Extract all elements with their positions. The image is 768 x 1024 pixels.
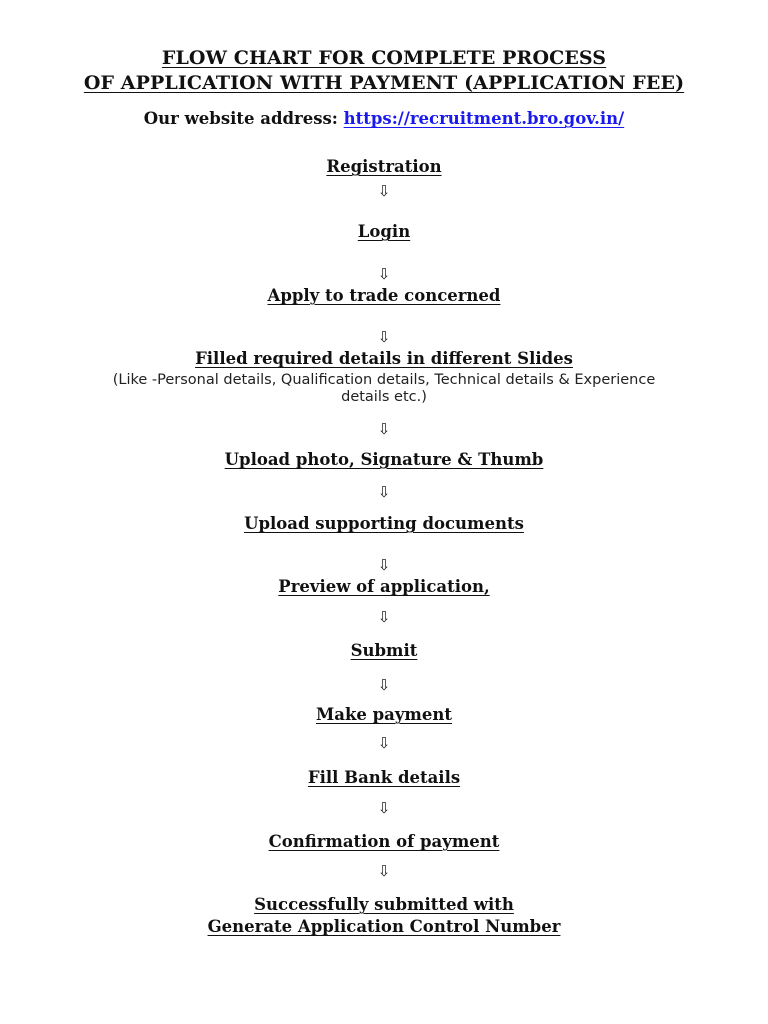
- step-filled-note-line1: (Like -Personal details, Qualification details, Technical details & Experience: [112, 372, 656, 388]
- page-title-line1: FLOW CHART FOR COMPLETE PROCESS: [161, 47, 607, 69]
- step-registration: Registration: [326, 157, 442, 176]
- down-arrow-icon: ⇩: [377, 608, 391, 626]
- step-submit: Submit: [350, 641, 418, 660]
- down-arrow-icon: ⇩: [377, 676, 391, 694]
- down-arrow-icon: ⇩: [377, 862, 391, 880]
- step-bank-details: Fill Bank details: [307, 768, 461, 787]
- down-arrow-icon: ⇩: [377, 483, 391, 501]
- step-upload-documents: Upload supporting documents: [244, 514, 524, 533]
- step-success-line1: Successfully submitted with: [254, 895, 514, 914]
- down-arrow-icon: ⇩: [377, 734, 391, 752]
- step-confirmation: Confirmation of payment: [268, 832, 500, 851]
- down-arrow-icon: ⇩: [377, 265, 391, 283]
- website-link[interactable]: https://recruitment.bro.gov.in/: [343, 109, 625, 128]
- step-apply: Apply to trade concerned: [267, 286, 501, 305]
- down-arrow-icon: ⇩: [377, 556, 391, 574]
- step-make-payment: Make payment: [315, 705, 453, 724]
- down-arrow-icon: ⇩: [377, 328, 391, 346]
- step-filled-details: Filled required details in different Slides: [195, 349, 573, 368]
- website-label: Our website address:: [143, 109, 344, 128]
- step-filled-note-line2: details etc.): [341, 389, 427, 405]
- down-arrow-icon: ⇩: [377, 420, 391, 438]
- page-title-line2: OF APPLICATION WITH PAYMENT (APPLICATION FEE): [83, 72, 685, 94]
- step-upload-photo: Upload photo, Signature & Thumb: [224, 450, 544, 469]
- website-address: [0, 109, 768, 128]
- down-arrow-icon: ⇩: [377, 182, 391, 200]
- step-success-line2: Generate Application Control Number: [207, 917, 561, 936]
- down-arrow-icon: ⇩: [377, 799, 391, 817]
- step-login: Login: [357, 222, 411, 241]
- step-preview: Preview of application,: [278, 577, 490, 596]
